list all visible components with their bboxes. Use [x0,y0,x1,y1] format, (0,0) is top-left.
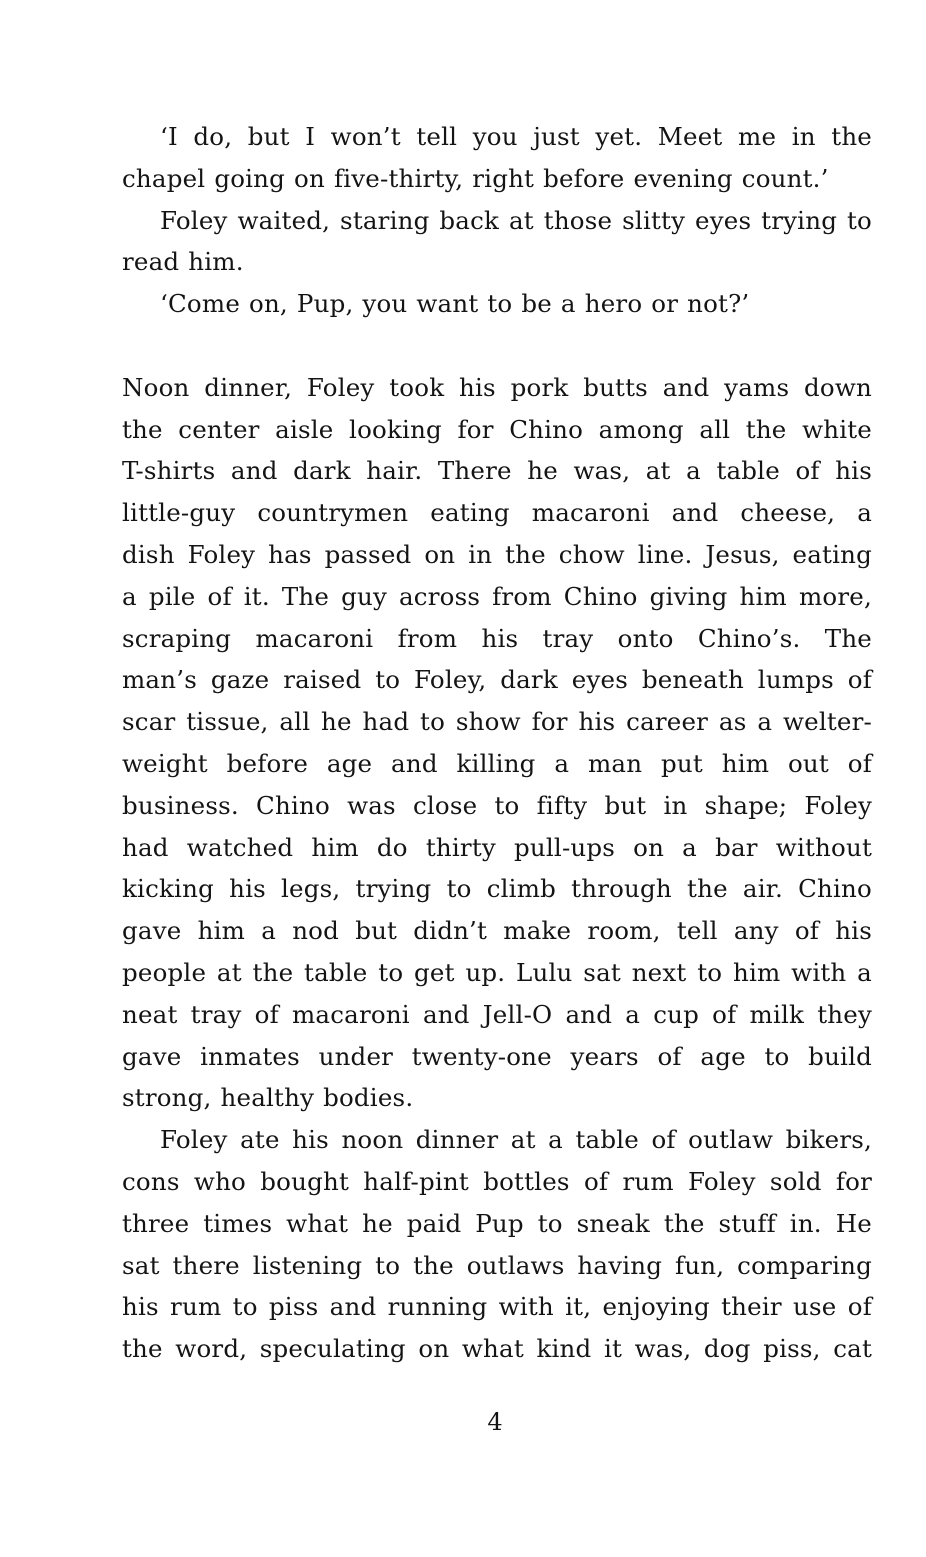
text-line: man’s gaze raised to Foley, dark eyes beneath lumps of [122,665,872,695]
text-line: three times what he paid Pup to sneak the stuff in. He [122,1208,872,1238]
text-line: scraping macaroni from his tray onto Chino’s. The [122,623,872,653]
text-line: strong, healthy bodies. [122,1083,414,1113]
text-line: dish Foley has passed on in the chow line. Jesus, eating [122,539,872,569]
text-line: the word, speculating on what kind it was, dog piss, cat [122,1334,872,1364]
text-line: a pile of it. The guy across from Chino giving him more, [122,581,872,611]
text-line: kicking his legs, trying to climb through the air. Chino [122,874,872,904]
text-line: scar tissue, all he had to show for his career as a welter- [122,707,872,737]
text-line: read him. [122,247,244,277]
section-break [122,325,872,367]
text-line: T-shirts and dark hair. There he was, at a table of his [122,456,872,486]
text-line: the center aisle looking for Chino among all the white [122,414,872,444]
text-line: weight before age and killing a man put him out of [122,748,872,778]
text-line: sat there listening to the outlaws having fun, comparing [122,1250,872,1280]
text-line: little-guy countrymen eating macaroni and cheese, a [122,498,872,528]
text-line: Foley waited, staring back at those slitty eyes trying to [160,205,872,235]
body-text [122,116,872,1370]
text-line: gave him a nod but didn’t make room, tell any of his [122,916,872,946]
text-line: had watched him do thirty pull-ups on a bar without [122,832,872,862]
text-line: Noon dinner, Foley took his pork butts and yams down [122,372,872,402]
text-line: cons who bought half-pint bottles of rum Foley sold for [122,1166,872,1196]
text-line: ‘I do, but I won’t tell you just yet. Meet me in the [160,122,872,151]
text-line: ‘Come on, Pup, you want to be a hero or not?’ [160,289,750,319]
text-line: his rum to piss and running with it, enjoying their use of [122,1292,872,1322]
text-line: chapel going on five-thirty, right before evening count.’ [122,163,829,193]
text-line: people at the table to get up. Lulu sat next to him with a [122,957,872,987]
text-line: business. Chino was close to fifty but in shape; Foley [122,790,872,820]
text-line: gave inmates under twenty-one years of age to build [122,1041,872,1071]
text-line: neat tray of macaroni and Jell-O and a cup of milk they [122,999,872,1029]
text-line: Foley ate his noon dinner at a table of outlaw bikers, [160,1125,872,1155]
page-number: 4 [487,1408,503,1436]
